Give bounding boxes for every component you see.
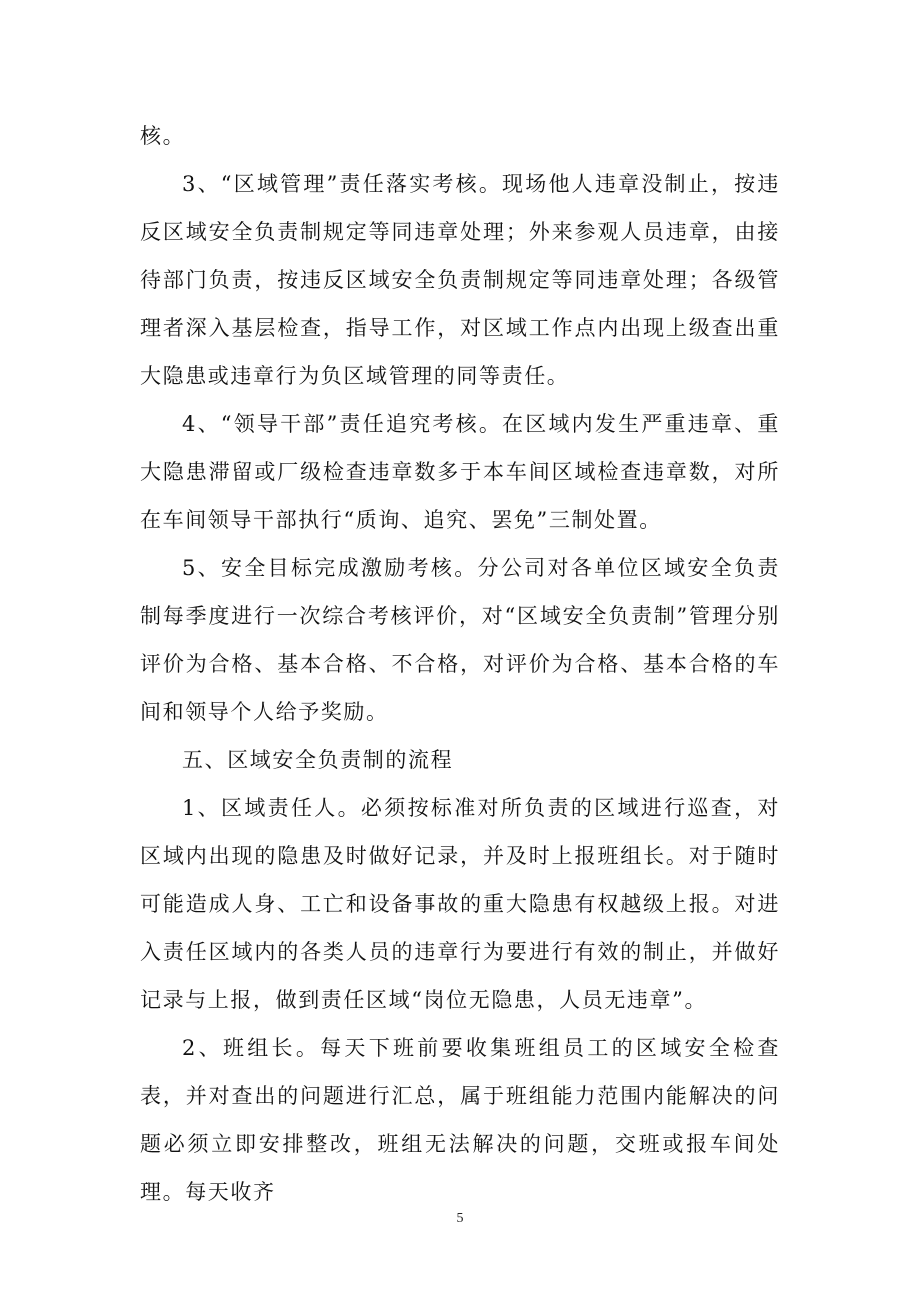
body-text — [140, 112, 780, 1216]
paragraph-item-3: 3、“区域管理”责任落实考核。现场他人违章没制止，按违反区域安全负责制规定等同违章处理；外来参观人员违章，由接待部门负责，按违反区域安全负责制规定等同违章处理；各级管理者深入基层检查，指导工作，对区域工作点内出现上级查出重大隐患或违章行为负区域管理的同等责任。 — [140, 172, 780, 388]
paragraph-item-4: 4、“领导干部”责任追究考核。在区域内发生严重违章、重大隐患滞留或厂级检查违章数多于本车间区域检查违章数，对所在车间领导干部执行“质询、追究、罢免”三制处置。 — [140, 412, 780, 532]
paragraph-process-1: 1、区域责任人。必须按标准对所负责的区域进行巡查，对区域内出现的隐患及时做好记录，并及时上报班组长。对于随时可能造成人身、工亡和设备事故的重大隐患有权越级上报。对进入责任区域内的各类人员的违章行为要进行有效的制止，并做好记录与上报，做到责任区域“岗位无隐患，人员无违章”。 — [140, 796, 780, 1012]
paragraph-item-5: 5、安全目标完成激励考核。分公司对各单位区域安全负责制每季度进行一次综合考核评价，对“区域安全负责制”管理分别评价为合格、基本合格、不合格，对评价为合格、基本合格的车间和领导个人给予奖励。 — [140, 556, 780, 724]
section-heading-5: 五、区域安全负责制的流程 — [182, 748, 454, 772]
paragraph-continuation: 核。 — [140, 124, 186, 148]
paragraph-process-2: 2、班组长。每天下班前要收集班组员工的区域安全检查表，并对查出的问题进行汇总，属于班组能力范围内能解决的问题必须立即安排整改，班组无法解决的问题，交班或报车间处理。每天收齐 — [140, 1036, 780, 1204]
page-number: 5 — [456, 1211, 464, 1226]
